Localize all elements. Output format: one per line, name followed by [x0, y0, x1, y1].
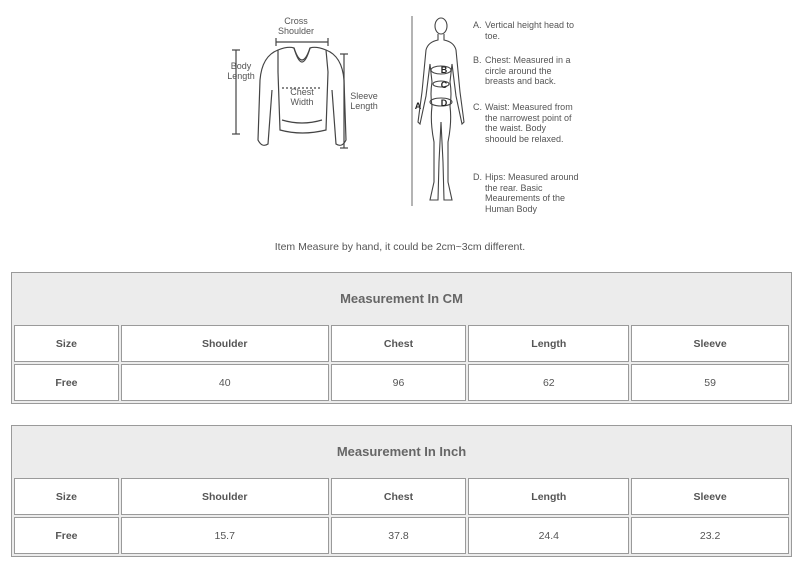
sleeve-cell: 59	[631, 364, 789, 401]
header-cell: Shoulder	[121, 478, 329, 515]
shoulder-cell: 15.7	[121, 517, 329, 554]
shoulder-cell: 40	[121, 364, 329, 401]
human-body-icon	[406, 12, 476, 212]
measurement-diagram	[0, 0, 800, 236]
measurement-table-inch	[11, 425, 792, 557]
sleeve-length-label: Sleeve Length	[350, 91, 378, 111]
legend-text: Hips: Measured around the rear. Basic Meaurements of the Human Body	[485, 172, 579, 214]
size-cell: Free	[14, 517, 119, 554]
length-cell: 62	[468, 364, 629, 401]
chest-width-label: Chest Width	[290, 87, 314, 107]
length-cell: 24.4	[468, 517, 629, 554]
header-cell: Length	[468, 325, 629, 362]
table-title: Measurement In Inch	[336, 443, 467, 459]
header-cell: Size	[14, 325, 119, 362]
legend-key: D.	[473, 172, 482, 182]
sleeve-cell: 23.2	[631, 517, 789, 554]
legend-item-b	[473, 55, 580, 87]
header-cell: Size	[14, 478, 119, 515]
header-cell: Sleeve	[631, 325, 789, 362]
marker-a: A	[414, 101, 422, 111]
header-cell: Length	[468, 478, 629, 515]
marker-b: B	[440, 65, 448, 75]
legend-text: Waist: Measured from the narrowest point of the waist. Body shoould be relaxed.	[485, 102, 573, 144]
legend-item-a	[473, 20, 580, 41]
chest-cell: 37.8	[331, 517, 467, 554]
chest-cell: 96	[331, 364, 467, 401]
legend-item-d	[473, 172, 580, 214]
marker-d: D	[440, 98, 448, 108]
measure-note: Item Measure by hand, it could be 2cm~3cm different.	[274, 241, 526, 253]
legend-key: C.	[473, 102, 482, 112]
legend-key: B.	[473, 55, 482, 65]
table-header-row	[14, 325, 789, 362]
cross-shoulder-label: Cross Shoulder	[277, 16, 315, 36]
table-grid	[12, 476, 791, 556]
legend-text: Chest: Measured in a circle around the breasts and back.	[485, 55, 571, 86]
table-header-row	[14, 478, 789, 515]
legend-text: Vertical height head to toe.	[485, 20, 575, 41]
size-cell: Free	[14, 364, 119, 401]
header-cell: Chest	[331, 478, 467, 515]
header-cell: Sleeve	[631, 478, 789, 515]
header-cell: Shoulder	[121, 325, 329, 362]
legend-item-c	[473, 102, 580, 144]
marker-c: C	[440, 80, 448, 90]
table-row	[14, 517, 789, 554]
measurement-table-cm	[11, 272, 792, 404]
table-grid	[12, 323, 791, 403]
table-row	[14, 364, 789, 401]
legend-key: A.	[473, 20, 482, 30]
header-cell: Chest	[331, 325, 467, 362]
body-length-label: Body Length	[227, 61, 255, 81]
table-title: Measurement In CM	[340, 290, 463, 306]
